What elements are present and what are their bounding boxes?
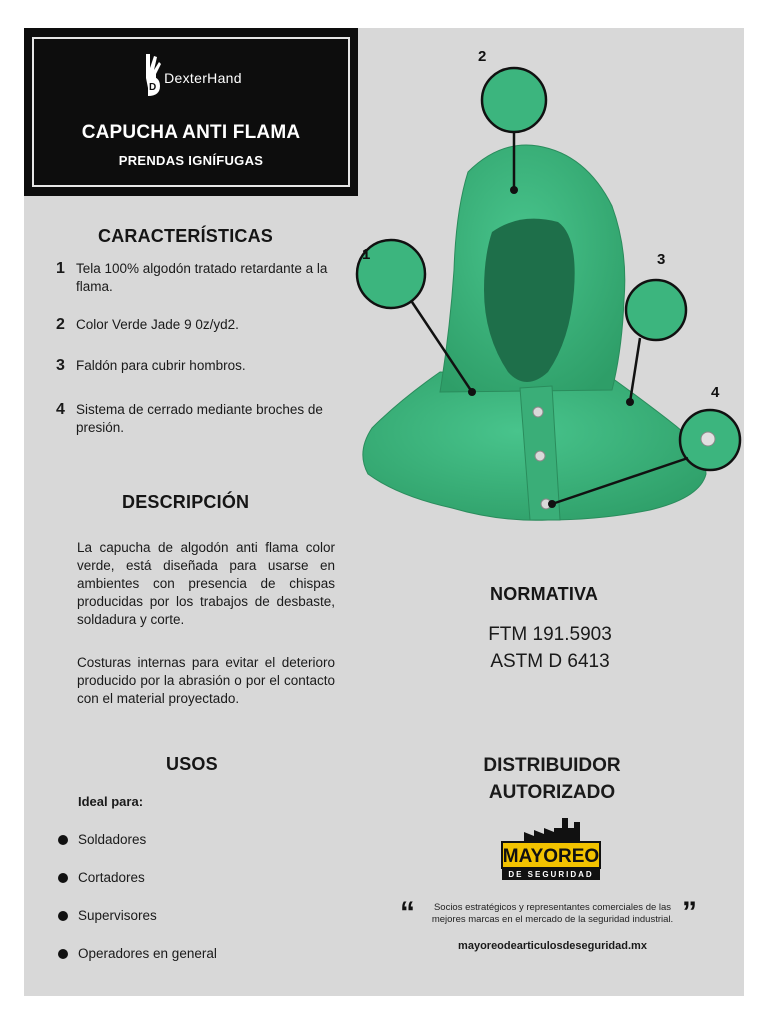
mayoreo-logo-subtext: DE SEGURIDAD <box>508 870 594 879</box>
website-link[interactable]: mayoreodearticulosdeseguridad.mx <box>458 940 647 952</box>
distribuidor-title-line2: AUTORIZADO <box>488 782 616 803</box>
mayoreo-logo-text: MAYOREO <box>502 846 600 867</box>
product-subtitle: PRENDAS IGNÍFUGAS <box>118 153 264 168</box>
feature-number: 2 <box>56 316 65 333</box>
use-text: Cortadores <box>78 870 145 885</box>
feature-text: Tela 100% algodón tratado retardante a la flama. <box>76 261 328 294</box>
feature-number: 1 <box>56 260 65 277</box>
product-title: CAPUCHA ANTI FLAMA <box>81 122 301 143</box>
caracteristicas-title: CARACTERÍSTICAS <box>98 226 274 246</box>
feature-number: 4 <box>56 401 65 418</box>
logo-text: DexterHand <box>164 70 242 86</box>
normativa-line: ASTM D 6413 <box>490 651 610 672</box>
descripcion-title: DESCRIPCIÓN <box>122 492 250 512</box>
usos-intro: Ideal para: <box>78 794 144 809</box>
description-paragraph: La capucha de algodón anti flama color verde, está diseñada para usarse en ambientes con presencia de chispas producidas por los trabajos de desbaste, soldadura y corte. <box>77 540 335 627</box>
feature-text: Faldón para cubrir hombros. <box>76 358 246 373</box>
callout-4-label: 4 <box>711 384 720 401</box>
callout-2-label: 2 <box>478 48 487 65</box>
normativa-line: FTM 191.5903 <box>488 624 612 645</box>
open-quote-icon: “ <box>400 896 415 929</box>
callout-3-label: 3 <box>657 251 666 268</box>
distributor-quote: Socios estratégicos y representantes comerciales de las mejores marcas en el mercado de la seguridad industrial. <box>431 902 674 925</box>
description-paragraph: Costuras internas para evitar el deterioro producido por la abrasión o por el contacto con el material proyectado. <box>77 655 335 706</box>
feature-number: 3 <box>56 357 65 374</box>
feature-text: Color Verde Jade 9 0z/yd2. <box>76 317 239 332</box>
snap-icon <box>533 407 543 417</box>
close-quote-icon: ” <box>682 896 697 929</box>
distribuidor-title-line1: DISTRIBUIDOR <box>483 755 621 776</box>
svg-text:D: D <box>149 82 157 93</box>
snap-icon <box>535 451 545 461</box>
use-text: Supervisores <box>78 908 157 923</box>
use-text: Soldadores <box>78 832 147 847</box>
usos-title: USOS <box>166 754 218 774</box>
feature-text: Sistema de cerrado mediante broches de presión. <box>76 402 323 435</box>
mayoreo-logo <box>500 814 604 882</box>
callout-1-label: 1 <box>362 246 371 263</box>
normativa-title: NORMATIVA <box>490 584 599 604</box>
use-text: Operadores en general <box>78 946 217 961</box>
